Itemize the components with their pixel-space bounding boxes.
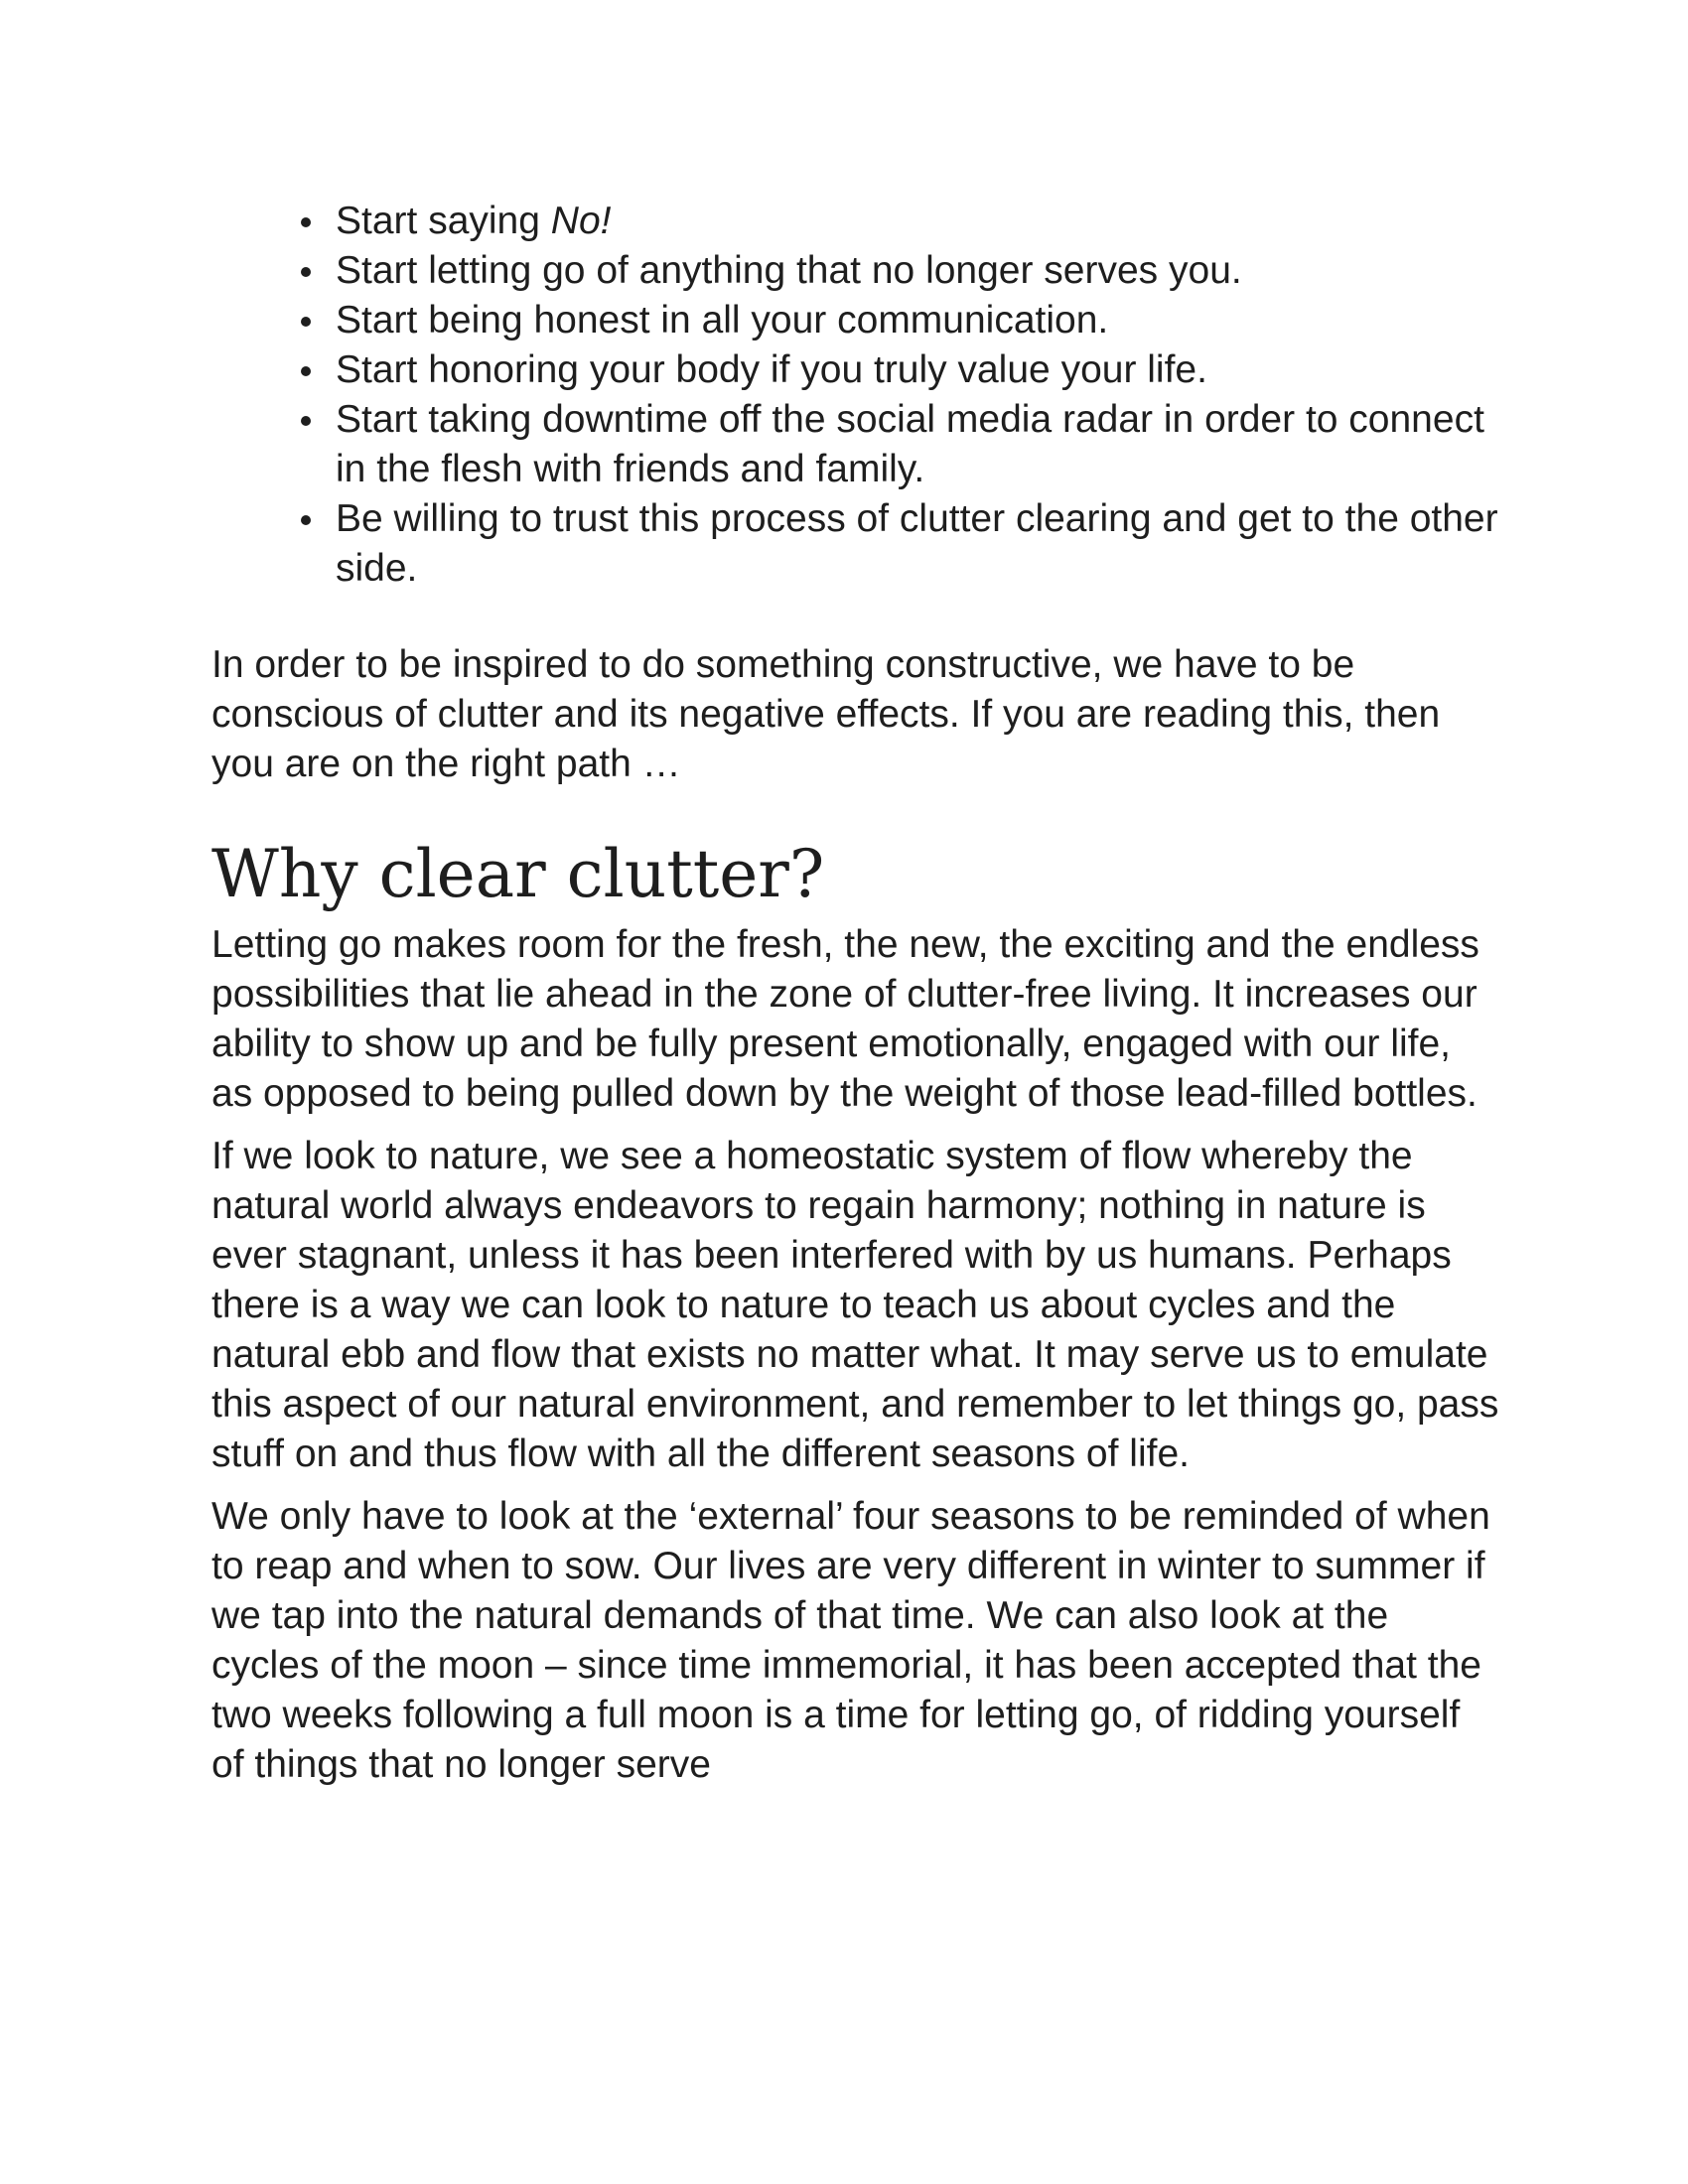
body-paragraph: If we look to nature, we see a homeostatic system of flow whereby the natural world always endeavors to regain harmony; nothing in nature is ever stagnant, unless it has been interfered with by us humans. Perhaps there is a way we can look to nature to teach us about cycles and the natural ebb and flow that exists no matter what. It may serve us to emulate this aspect of our natural environment, and remember to let things go, pass stuff on and thus flow with all the different seasons of life.	[211, 1135, 1499, 1475]
bullet-icon	[301, 416, 311, 426]
bullet-icon	[301, 317, 311, 327]
bullet-icon	[301, 515, 311, 525]
bullet-list	[211, 197, 1502, 594]
list-item-text: Start taking downtime off the social media radar in order to connect in the flesh with friends and family.	[336, 398, 1484, 490]
list-item	[336, 345, 1502, 395]
document-page	[211, 197, 1502, 1790]
list-item-text: Be willing to trust this process of clutter clearing and get to the other side.	[336, 497, 1498, 590]
list-item	[336, 395, 1502, 494]
list-item	[336, 296, 1502, 345]
section-heading: Why clear clutter?	[211, 836, 825, 912]
body-paragraph: We only have to look at the ‘external’ four seasons to be reminded of when to reap and when to sow. Our lives are very different in winter to summer if we tap into the natural demands of that time. We can also look at the cycles of the moon – since time immemorial, it has been accepted that the two weeks following a full moon is a time for letting go, of ridding yourself of things that no longer serve	[211, 1495, 1490, 1786]
list-item	[336, 246, 1502, 296]
bullet-icon	[301, 267, 311, 277]
list-item-text: Start letting go of anything that no longer serves you.	[336, 249, 1242, 292]
list-item-text: Start honoring your body if you truly value your life.	[336, 348, 1207, 391]
list-item-text: Start being honest in all your communication.	[336, 299, 1109, 341]
bullet-icon	[301, 366, 311, 376]
intro-paragraph: In order to be inspired to do something constructive, we have to be conscious of clutter and its negative effects. If you are reading this, then you are on the right path …	[211, 643, 1441, 785]
list-item	[336, 494, 1502, 594]
bullet-icon	[301, 217, 311, 227]
list-item-text: Start saying	[336, 200, 551, 242]
list-item-emphasis: No!	[550, 200, 612, 242]
list-item	[336, 197, 1502, 246]
body-paragraph: Letting go makes room for the fresh, the new, the exciting and the endless possibilities that lie ahead in the zone of clutter-free living. It increases our ability to show up and be fully present emotionally, engaged with our life, as opposed to being pulled down by the weight of those lead-filled bottles.	[211, 923, 1479, 1115]
